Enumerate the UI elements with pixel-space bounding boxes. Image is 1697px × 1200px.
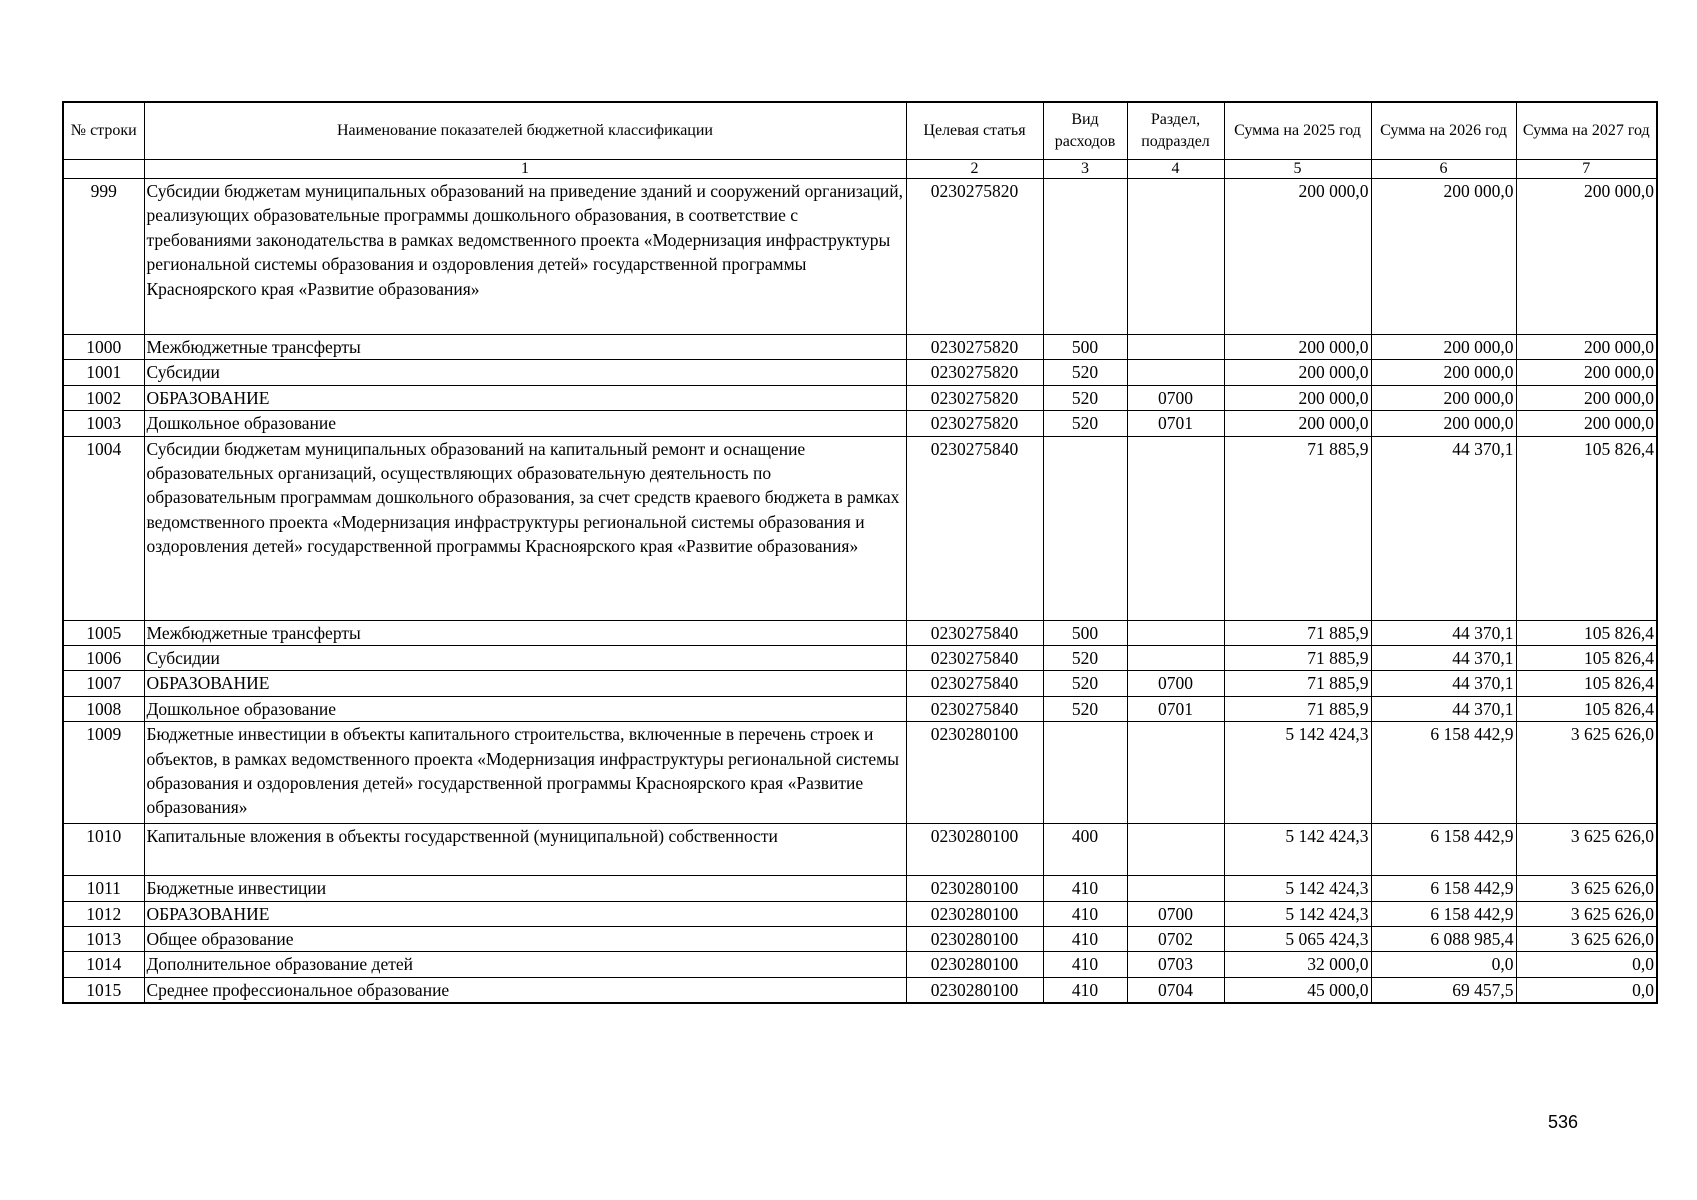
row-expense-type: 400: [1043, 824, 1127, 876]
row-expense-type: 520: [1043, 646, 1127, 671]
table-row: [63, 179, 1657, 335]
row-name: Бюджетные инвестиции: [144, 876, 906, 901]
row-target-article: 0230280100: [906, 722, 1043, 824]
row-number: 1013: [63, 927, 144, 952]
column-number: 6: [1371, 160, 1516, 179]
row-number: 1006: [63, 646, 144, 671]
table-row: [63, 927, 1657, 952]
row-expense-type: 500: [1043, 335, 1127, 360]
row-number: 1005: [63, 620, 144, 645]
row-number: 1003: [63, 411, 144, 436]
table-row: [63, 335, 1657, 360]
table-row: [63, 696, 1657, 721]
row-section: [1127, 335, 1224, 360]
column-number-row: [63, 160, 1657, 179]
row-number: 1004: [63, 436, 144, 620]
table-row: [63, 722, 1657, 824]
header-row-number: № строки: [63, 102, 144, 160]
budget-table: [62, 101, 1658, 1004]
row-section: 0700: [1127, 671, 1224, 696]
row-number: 1000: [63, 335, 144, 360]
row-expense-type: 520: [1043, 696, 1127, 721]
row-expense-type: 520: [1043, 385, 1127, 410]
row-amount-2025: 200 000,0: [1224, 335, 1371, 360]
row-target-article: 0230275840: [906, 646, 1043, 671]
table-row: [63, 646, 1657, 671]
row-amount-2027: 105 826,4: [1516, 671, 1657, 696]
table-row: [63, 436, 1657, 620]
row-amount-2027: 200 000,0: [1516, 179, 1657, 335]
row-target-article: 0230275840: [906, 671, 1043, 696]
column-number: [63, 160, 144, 179]
row-amount-2027: 3 625 626,0: [1516, 824, 1657, 876]
row-target-article: 0230275840: [906, 620, 1043, 645]
column-number: 1: [144, 160, 906, 179]
row-name: Среднее профессиональное образование: [144, 977, 906, 1003]
row-number: 1007: [63, 671, 144, 696]
row-expense-type: 410: [1043, 876, 1127, 901]
row-target-article: 0230275840: [906, 696, 1043, 721]
header-amount-2026: Сумма на 2026 год: [1371, 102, 1516, 160]
row-amount-2027: 0,0: [1516, 977, 1657, 1003]
row-amount-2026: 200 000,0: [1371, 179, 1516, 335]
row-name: ОБРАЗОВАНИЕ: [144, 901, 906, 926]
row-section: 0701: [1127, 696, 1224, 721]
row-target-article: 0230275820: [906, 360, 1043, 385]
column-number: 2: [906, 160, 1043, 179]
row-target-article: 0230275840: [906, 436, 1043, 620]
row-amount-2026: 6 158 442,9: [1371, 722, 1516, 824]
row-amount-2025: 71 885,9: [1224, 696, 1371, 721]
table-row: [63, 360, 1657, 385]
row-name: Субсидии: [144, 360, 906, 385]
row-amount-2027: 200 000,0: [1516, 411, 1657, 436]
table-row: [63, 901, 1657, 926]
row-amount-2026: 44 370,1: [1371, 436, 1516, 620]
row-number: 1009: [63, 722, 144, 824]
row-amount-2026: 44 370,1: [1371, 646, 1516, 671]
row-section: 0701: [1127, 411, 1224, 436]
row-target-article: 0230280100: [906, 952, 1043, 977]
row-amount-2027: 3 625 626,0: [1516, 876, 1657, 901]
row-section: [1127, 876, 1224, 901]
row-amount-2027: 200 000,0: [1516, 360, 1657, 385]
row-amount-2026: 6 088 985,4: [1371, 927, 1516, 952]
table-row: [63, 671, 1657, 696]
row-number: 999: [63, 179, 144, 335]
row-name: ОБРАЗОВАНИЕ: [144, 385, 906, 410]
row-section: 0702: [1127, 927, 1224, 952]
column-number: 4: [1127, 160, 1224, 179]
row-target-article: 0230280100: [906, 901, 1043, 926]
row-expense-type: 520: [1043, 360, 1127, 385]
row-amount-2027: 200 000,0: [1516, 385, 1657, 410]
row-section: [1127, 179, 1224, 335]
row-expense-type: 500: [1043, 620, 1127, 645]
row-amount-2025: 71 885,9: [1224, 646, 1371, 671]
row-name: Субсидии: [144, 646, 906, 671]
row-target-article: 0230275820: [906, 385, 1043, 410]
row-section: 0703: [1127, 952, 1224, 977]
row-amount-2027: 105 826,4: [1516, 646, 1657, 671]
row-expense-type: [1043, 722, 1127, 824]
row-expense-type: 520: [1043, 671, 1127, 696]
row-amount-2026: 44 370,1: [1371, 696, 1516, 721]
header-amount-2027: Сумма на 2027 год: [1516, 102, 1657, 160]
table-row: [63, 385, 1657, 410]
row-amount-2025: 200 000,0: [1224, 411, 1371, 436]
row-name: ОБРАЗОВАНИЕ: [144, 671, 906, 696]
row-expense-type: [1043, 179, 1127, 335]
row-name: Общее образование: [144, 927, 906, 952]
row-target-article: 0230280100: [906, 876, 1043, 901]
header-expense-type: Вид расходов: [1043, 102, 1127, 160]
row-amount-2026: 6 158 442,9: [1371, 876, 1516, 901]
row-number: 1010: [63, 824, 144, 876]
row-amount-2025: 200 000,0: [1224, 385, 1371, 410]
row-section: [1127, 436, 1224, 620]
row-amount-2025: 71 885,9: [1224, 671, 1371, 696]
row-amount-2026: 200 000,0: [1371, 385, 1516, 410]
column-number: 5: [1224, 160, 1371, 179]
row-amount-2025: 71 885,9: [1224, 436, 1371, 620]
table-row: [63, 620, 1657, 645]
row-expense-type: 410: [1043, 977, 1127, 1003]
row-target-article: 0230280100: [906, 824, 1043, 876]
row-number: 1014: [63, 952, 144, 977]
table-row: [63, 824, 1657, 876]
row-expense-type: 410: [1043, 952, 1127, 977]
row-number: 1001: [63, 360, 144, 385]
row-amount-2025: 200 000,0: [1224, 360, 1371, 385]
row-target-article: 0230275820: [906, 335, 1043, 360]
row-amount-2025: 71 885,9: [1224, 620, 1371, 645]
row-amount-2025: 5 142 424,3: [1224, 824, 1371, 876]
row-section: 0700: [1127, 901, 1224, 926]
row-amount-2025: 5 065 424,3: [1224, 927, 1371, 952]
row-section: 0700: [1127, 385, 1224, 410]
row-target-article: 0230275820: [906, 179, 1043, 335]
header-amount-2025: Сумма на 2025 год: [1224, 102, 1371, 160]
row-amount-2027: 200 000,0: [1516, 335, 1657, 360]
table-row: [63, 977, 1657, 1003]
row-amount-2025: 32 000,0: [1224, 952, 1371, 977]
row-amount-2027: 0,0: [1516, 952, 1657, 977]
row-amount-2026: 69 457,5: [1371, 977, 1516, 1003]
row-name: Субсидии бюджетам муниципальных образований на приведение зданий и сооружений организаций, реализующих образовательные программы дошкольного образования, в соответствие с требованиями законодательства в рамках ведомственного проекта «Модернизация инфраструктуры региональной системы образования и оздоровления детей» государственной программы Красноярского края «Развитие образования»: [144, 179, 906, 335]
row-amount-2027: 105 826,4: [1516, 436, 1657, 620]
row-amount-2026: 6 158 442,9: [1371, 901, 1516, 926]
row-amount-2026: 200 000,0: [1371, 411, 1516, 436]
row-name: Субсидии бюджетам муниципальных образований на капитальный ремонт и оснащение образовательных организаций, осуществляющих образовательную деятельность по образовательным программам дошкольного образования, за счет средств краевого бюджета в рамках ведомственного проекта «Модернизация инфраструктуры региональной системы образования и оздоровления детей» государственной программы Красноярского края «Развитие образования»: [144, 436, 906, 620]
table-row: [63, 952, 1657, 977]
row-amount-2027: 105 826,4: [1516, 696, 1657, 721]
row-amount-2026: 6 158 442,9: [1371, 824, 1516, 876]
row-name: Дополнительное образование детей: [144, 952, 906, 977]
row-amount-2027: 105 826,4: [1516, 620, 1657, 645]
row-expense-type: 520: [1043, 411, 1127, 436]
header-target-article: Целевая статья: [906, 102, 1043, 160]
row-section: 0704: [1127, 977, 1224, 1003]
row-target-article: 0230280100: [906, 927, 1043, 952]
column-number: 7: [1516, 160, 1657, 179]
row-amount-2026: 44 370,1: [1371, 620, 1516, 645]
page-number: 536: [1548, 1112, 1579, 1132]
row-amount-2025: 5 142 424,3: [1224, 722, 1371, 824]
row-name: Дошкольное образование: [144, 696, 906, 721]
row-amount-2025: 200 000,0: [1224, 179, 1371, 335]
row-target-article: 0230275820: [906, 411, 1043, 436]
row-name: Межбюджетные трансферты: [144, 335, 906, 360]
row-amount-2027: 3 625 626,0: [1516, 927, 1657, 952]
row-section: [1127, 646, 1224, 671]
header-section: Раздел, подраздел: [1127, 102, 1224, 160]
row-section: [1127, 824, 1224, 876]
header-name: Наименование показателей бюджетной классификации: [144, 102, 906, 160]
row-name: Бюджетные инвестиции в объекты капитального строительства, включенные в перечень строек и объектов, в рамках ведомственного проекта «Модернизация инфраструктуры региональной системы образования и оздоровления детей» государственной программы Красноярского края «Развитие образования»: [144, 722, 906, 824]
row-amount-2026: 44 370,1: [1371, 671, 1516, 696]
row-amount-2027: 3 625 626,0: [1516, 722, 1657, 824]
row-amount-2026: 200 000,0: [1371, 335, 1516, 360]
row-amount-2026: 0,0: [1371, 952, 1516, 977]
row-name: Капитальные вложения в объекты государственной (муниципальной) собственности: [144, 824, 906, 876]
row-number: 1002: [63, 385, 144, 410]
row-section: [1127, 360, 1224, 385]
row-amount-2025: 5 142 424,3: [1224, 876, 1371, 901]
row-amount-2025: 45 000,0: [1224, 977, 1371, 1003]
row-name: Межбюджетные трансферты: [144, 620, 906, 645]
row-number: 1011: [63, 876, 144, 901]
row-number: 1012: [63, 901, 144, 926]
row-expense-type: 410: [1043, 901, 1127, 926]
table-row: [63, 876, 1657, 901]
column-number: 3: [1043, 160, 1127, 179]
row-section: [1127, 722, 1224, 824]
table-row: [63, 411, 1657, 436]
row-name: Дошкольное образование: [144, 411, 906, 436]
row-amount-2026: 200 000,0: [1371, 360, 1516, 385]
row-expense-type: 410: [1043, 927, 1127, 952]
row-expense-type: [1043, 436, 1127, 620]
row-section: [1127, 620, 1224, 645]
table-header-row: [63, 102, 1657, 160]
row-number: 1015: [63, 977, 144, 1003]
row-amount-2027: 3 625 626,0: [1516, 901, 1657, 926]
row-target-article: 0230280100: [906, 977, 1043, 1003]
row-number: 1008: [63, 696, 144, 721]
row-amount-2025: 5 142 424,3: [1224, 901, 1371, 926]
